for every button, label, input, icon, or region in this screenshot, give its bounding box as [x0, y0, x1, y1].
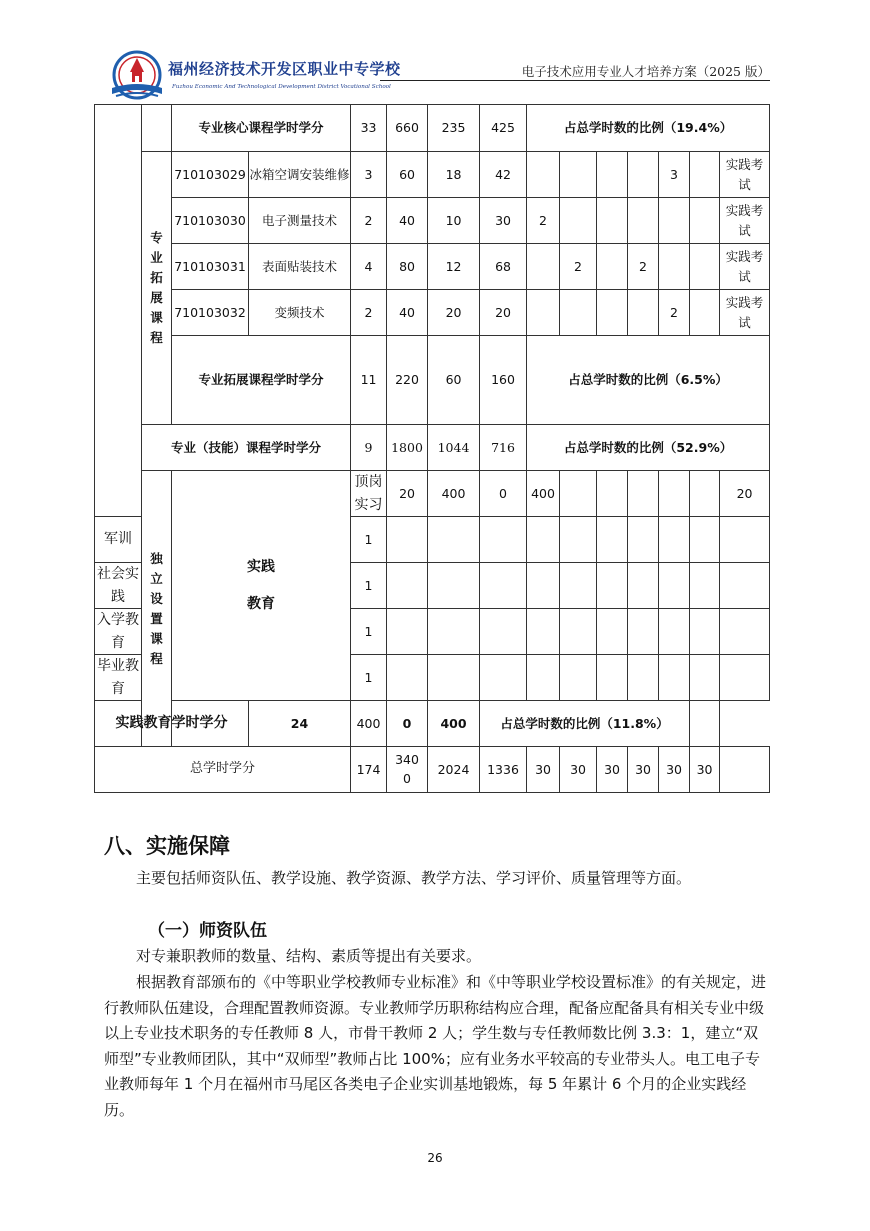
table-cell: 0 — [480, 471, 527, 517]
assessment: 实践考试 — [720, 244, 770, 290]
prof-subtotal-label: 专业（技能）课程学时学分 — [142, 425, 351, 471]
practice-item-name: 军训 — [95, 517, 142, 563]
practice-ratio: 占总学时数的比例（11.8%） — [480, 701, 690, 747]
page-number: 26 — [427, 1151, 443, 1165]
table-cell: 33 — [351, 105, 387, 152]
subsection-title: （一）师资队伍 — [148, 921, 267, 941]
table-cell: 68 — [480, 244, 527, 290]
paragraph: 根据教育部颁布的《中等职业学校教师专业标准》和《中等职业学校设置标准》的有关规定，进行教师队伍建设，合理配置教师资源。专业教师学历职称结构应合理，配备应配备具有相关专业中级以上专业技术职务的专任教师 8 人，市骨干教师 2 人；学生数与专任教师数比例 3.3：1，建立“双师型”专业教师团队，其中“双师型”教师占比 100%；应有业务水平较高的专业带头人。电工电子专业教师每年 1 个月在福州市马尾区各类电子企业实训基地锻炼，每 5 年累计 6 个月的企业实践经历。 — [104, 973, 767, 1119]
table-cell: 60 — [428, 336, 480, 425]
table-cell: 2 — [659, 290, 690, 336]
table-cell — [628, 198, 659, 244]
course-name: 电子测量技术 — [249, 198, 351, 244]
table-cell: 30 — [597, 747, 628, 793]
table-cell — [597, 198, 628, 244]
table-cell — [690, 152, 720, 198]
table-cell: 2 — [351, 290, 387, 336]
table-cell — [659, 198, 690, 244]
practice-subtotal-label: 实践教育学时学分 — [95, 701, 249, 747]
table-cell — [560, 198, 597, 244]
table-cell — [628, 290, 659, 336]
course-name: 表面贴装技术 — [249, 244, 351, 290]
curriculum-table — [94, 104, 770, 793]
table-cell: 40 — [387, 290, 428, 336]
table-cell — [659, 244, 690, 290]
table-cell: 425 — [480, 105, 527, 152]
table-cell: 1800 — [387, 425, 428, 471]
table-cell: 400 — [428, 471, 480, 517]
table-cell: 40 — [387, 198, 428, 244]
table-cell: 1336 — [480, 747, 527, 793]
table-row — [95, 105, 770, 152]
table-cell — [527, 290, 560, 336]
table-cell: 60 — [387, 152, 428, 198]
document-title: 电子技术应用专业人才培养方案（2025 版） — [521, 64, 770, 79]
table-cell: 716 — [480, 425, 527, 471]
table-row — [95, 152, 770, 198]
course-name: 冰箱空调安装维修 — [249, 152, 351, 198]
table-cell: 18 — [428, 152, 480, 198]
table-cell: 235 — [428, 105, 480, 152]
school-logo-icon — [108, 50, 166, 102]
table-cell: 400 — [351, 701, 387, 747]
table-cell: 1 — [351, 517, 387, 563]
core-subtotal-label: 专业核心课程学时学分 — [172, 105, 351, 152]
table-cell: 30 — [628, 747, 659, 793]
section-intro: 主要包括师资队伍、教学设施、教学资源、教学方法、学习评价、质量管理等方面。 — [136, 869, 692, 887]
table-cell — [597, 152, 628, 198]
table-row — [95, 701, 770, 747]
course-code: 710103029 — [172, 152, 249, 198]
table-cell — [597, 290, 628, 336]
table-cell: 20 — [720, 471, 770, 517]
table-cell: 42 — [480, 152, 527, 198]
table-cell: 2 — [560, 244, 597, 290]
table-cell — [527, 244, 560, 290]
table-cell: 80 — [387, 244, 428, 290]
table-row — [95, 290, 770, 336]
course-code: 710103032 — [172, 290, 249, 336]
table-row — [95, 471, 770, 517]
assessment: 实践考试 — [720, 198, 770, 244]
core-ratio: 占总学时数的比例（19.4%） — [527, 105, 770, 152]
practice-item-name: 毕业教育 — [95, 655, 142, 701]
table-cell: 2 — [628, 244, 659, 290]
table-cell — [690, 244, 720, 290]
school-name-english: Fuzhou Economic And Technological Development District Vocational School — [172, 84, 391, 90]
table-cell: 400 — [428, 701, 480, 747]
table-cell — [597, 244, 628, 290]
table-cell: 3 — [351, 152, 387, 198]
course-name: 变频技术 — [249, 290, 351, 336]
ext-ratio: 占总学时数的比例（6.5%） — [527, 336, 770, 425]
paragraph: 对专兼职教师的数量、结构、素质等提出有关要求。 — [136, 947, 482, 965]
table-cell — [560, 152, 597, 198]
table-cell: 30 — [527, 747, 560, 793]
table-cell — [527, 152, 560, 198]
header-divider — [380, 80, 770, 81]
assessment: 实践考试 — [720, 152, 770, 198]
school-name: 福州经济技术开发区职业中专学校 — [168, 60, 401, 78]
table-cell: 20 — [480, 290, 527, 336]
table-cell: 30 — [480, 198, 527, 244]
prof-ratio: 占总学时数的比例（52.9%） — [527, 425, 770, 471]
assessment: 实践考试 — [720, 290, 770, 336]
table-row — [95, 244, 770, 290]
table-cell: 20 — [387, 471, 428, 517]
table-cell: 3400 — [387, 747, 428, 793]
table-cell — [690, 198, 720, 244]
practice-education-label: 实践 教育 — [172, 471, 351, 701]
table-cell: 0 — [387, 701, 428, 747]
table-cell: 174 — [351, 747, 387, 793]
table-cell: 9 — [351, 425, 387, 471]
practice-item-name: 社会实践 — [95, 563, 142, 609]
table-cell: 2 — [351, 198, 387, 244]
table-cell — [560, 290, 597, 336]
table-cell: 4 — [351, 244, 387, 290]
ext-subtotal-label: 专业拓展课程学时学分 — [172, 336, 351, 425]
table-cell: 10 — [428, 198, 480, 244]
table-cell: 12 — [428, 244, 480, 290]
table-cell: 660 — [387, 105, 428, 152]
table-row — [95, 747, 770, 793]
table-cell: 20 — [428, 290, 480, 336]
table-cell — [690, 290, 720, 336]
independent-course-label: 独 立 设 置 课 程 — [142, 471, 172, 747]
table-cell: 30 — [659, 747, 690, 793]
table-cell: 1 — [351, 609, 387, 655]
table-cell: 160 — [480, 336, 527, 425]
table-cell: 1 — [351, 655, 387, 701]
section-title: 八、实施保障 — [104, 834, 230, 858]
table-cell: 2 — [527, 198, 560, 244]
table-row — [95, 425, 770, 471]
table-cell: 400 — [527, 471, 560, 517]
page-header — [0, 0, 870, 104]
total-label: 总学时学分 — [95, 747, 351, 793]
table-cell: 11 — [351, 336, 387, 425]
table-cell: 220 — [387, 336, 428, 425]
table-row — [95, 198, 770, 244]
table-cell: 2024 — [428, 747, 480, 793]
practice-item-name: 入学教育 — [95, 609, 142, 655]
table-cell: 30 — [560, 747, 597, 793]
table-cell — [628, 152, 659, 198]
table-cell: 30 — [690, 747, 720, 793]
course-code: 710103030 — [172, 198, 249, 244]
table-cell: 1044 — [428, 425, 480, 471]
practice-item-name: 顶岗实习 — [351, 471, 387, 517]
table-row — [95, 336, 770, 425]
ext-group-label: 专 业 拓 展 课 程 — [142, 152, 172, 425]
course-code: 710103031 — [172, 244, 249, 290]
table-cell: 3 — [659, 152, 690, 198]
table-cell: 24 — [249, 701, 351, 747]
table-cell: 1 — [351, 563, 387, 609]
